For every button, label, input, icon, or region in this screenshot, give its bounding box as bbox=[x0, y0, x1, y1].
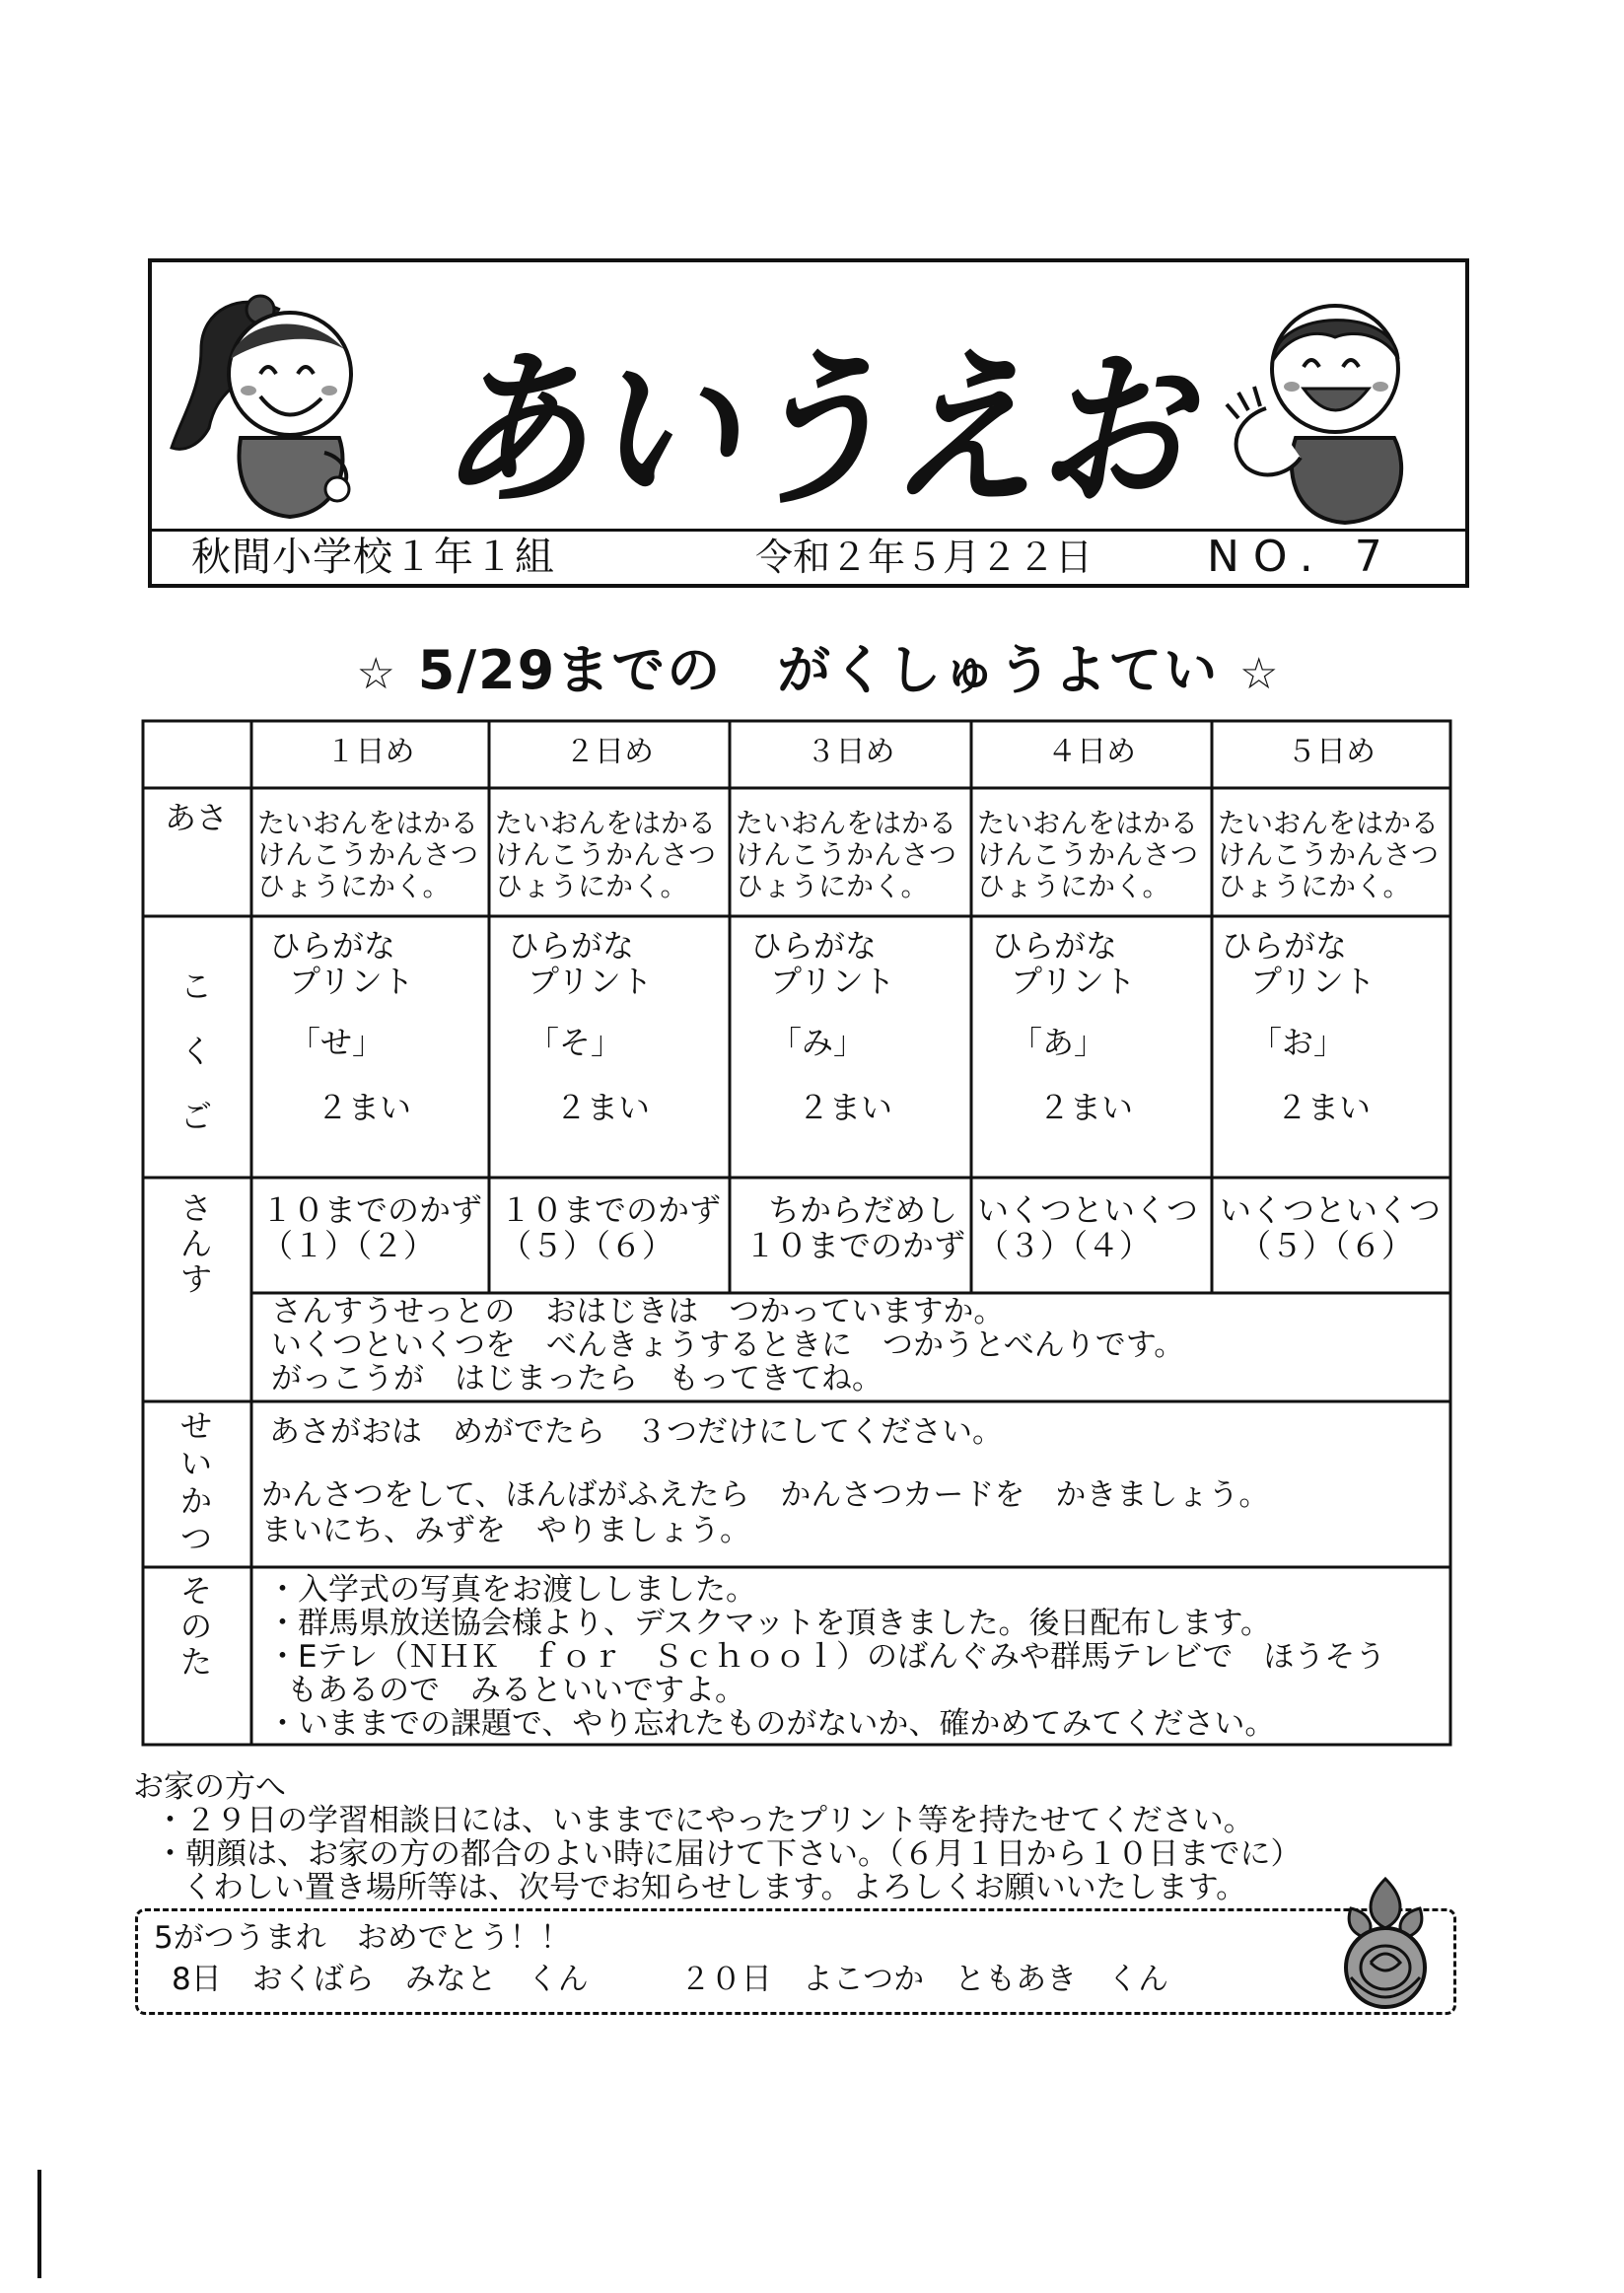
math-cell-2: １０までのかず （５）（６） bbox=[500, 1191, 722, 1264]
row-label-math: さ ん す bbox=[179, 1189, 212, 1298]
life-line-2: かんさつをして、ほんばがふえたら かんさつカードを かきましょう。 bbox=[261, 1477, 1270, 1513]
birthday-entries: 8日 おくばら みなと くん ２０日 よこつか ともあき くん bbox=[172, 1962, 1169, 1997]
issue-date: 令和２年５月２２日 bbox=[755, 536, 1094, 579]
morning-cell-1: たいおんをはかる けんこうかんさつ ひょうにかく。 bbox=[257, 807, 479, 902]
family-notice-line-2: ・朝顔は、お家の方の都合のよい時に届けて下さい。（６月１日から１０日までに） bbox=[155, 1836, 1302, 1872]
math-cell-5: いくつといくつ （５）（６） bbox=[1220, 1191, 1442, 1264]
row-label-life: せ い か つ bbox=[179, 1407, 212, 1557]
row-label-other: そ の た bbox=[179, 1572, 212, 1681]
day-header-1: １日め bbox=[325, 735, 415, 769]
morning-cell-2: たいおんをはかる けんこうかんさつ ひょうにかく。 bbox=[495, 807, 717, 902]
boy-illustration bbox=[1197, 290, 1453, 527]
japanese-cell-4: ひらがな プリント 「あ」 ２まい bbox=[991, 927, 1136, 1126]
day-header-5: ５日め bbox=[1287, 735, 1376, 769]
family-notice-heading: お家の方へ bbox=[133, 1769, 286, 1805]
other-notes: ・入学式の写真をお渡ししました。 ・群馬県放送協会様より、デスクマットを頂きました。後日配布します。 ・Eテレ（ＮＨＫ ｆｏｒ Ｓｃｈｏｏｌ）のばんぐみや群馬テレビで ほうそう もあるので みるといいですよ。 ・いままでの課題で、やり忘れたものがないか、確かめてみてください。 bbox=[267, 1572, 1386, 1742]
birthday-box bbox=[135, 1908, 1456, 2015]
newsletter-header bbox=[148, 258, 1469, 588]
japanese-cell-1: ひらがな プリント 「せ」 ２まい bbox=[269, 927, 414, 1126]
day-header-3: ３日め bbox=[806, 735, 895, 769]
math-cell-4: いくつといくつ （３）（４） bbox=[977, 1191, 1199, 1264]
family-notice-line-3: くわしい置き場所等は、次号でお知らせします。よろしくお願いいたします。 bbox=[182, 1870, 1247, 1905]
girl-illustration bbox=[162, 280, 418, 527]
schedule-table bbox=[141, 719, 1452, 1747]
newsletter-title bbox=[418, 331, 1207, 519]
margin-mark bbox=[37, 2170, 41, 2278]
morning-cell-3: たいおんをはかる けんこうかんさつ ひょうにかく。 bbox=[736, 807, 957, 902]
math-cell-3: ちからだめし １０までのかず bbox=[744, 1191, 966, 1264]
rose-icon bbox=[1311, 1869, 1459, 2017]
school-class: 秋間小学校１年１組 bbox=[191, 535, 555, 580]
life-line-1: あさがおは めがでたら ３つだけにしてください。 bbox=[269, 1414, 1003, 1450]
schedule-heading-text: 5/29までの がくしゅうよてい bbox=[417, 639, 1220, 701]
birthday-heading: 5がつうまれ おめでとう！！ bbox=[154, 1920, 571, 1956]
issue-number: NO. 7 bbox=[1207, 532, 1396, 582]
row-label-morning: あさ bbox=[164, 799, 229, 836]
svg-text:あいうえお: あいうえお bbox=[438, 331, 1202, 519]
japanese-cell-5: ひらがな プリント 「お」 ２まい bbox=[1221, 927, 1376, 1126]
star-icon: ☆ bbox=[1239, 649, 1281, 699]
morning-cell-4: たいおんをはかる けんこうかんさつ ひょうにかく。 bbox=[977, 807, 1199, 902]
japanese-cell-3: ひらがな プリント 「み」 ２まい bbox=[750, 927, 895, 1126]
life-line-3: まいにち、みずを やりましょう。 bbox=[261, 1513, 750, 1548]
day-header-2: ２日め bbox=[565, 735, 654, 769]
star-icon: ☆ bbox=[356, 649, 397, 699]
row-label-japanese: こ く ご bbox=[179, 967, 212, 1135]
day-header-4: ４日め bbox=[1047, 735, 1136, 769]
family-notice bbox=[133, 1770, 1494, 1904]
japanese-cell-2: ひらがな プリント 「そ」 ２まい bbox=[508, 927, 653, 1126]
family-notice-line-1: ・２９日の学習相談日には、いままでにやったプリント等を持たせてください。 bbox=[155, 1803, 1254, 1838]
math-note: さんすうせっとの おはじきは つかっていますか。 いくつといくつを べんきょうするときに つかうとべんりです。 がっこうが はじまったら もってきてね。 bbox=[271, 1294, 1185, 1397]
schedule-heading bbox=[325, 631, 1311, 710]
morning-cell-5: たいおんをはかる けんこうかんさつ ひょうにかく。 bbox=[1218, 807, 1440, 902]
math-cell-1: １０までのかず （１）（２） bbox=[261, 1191, 483, 1264]
